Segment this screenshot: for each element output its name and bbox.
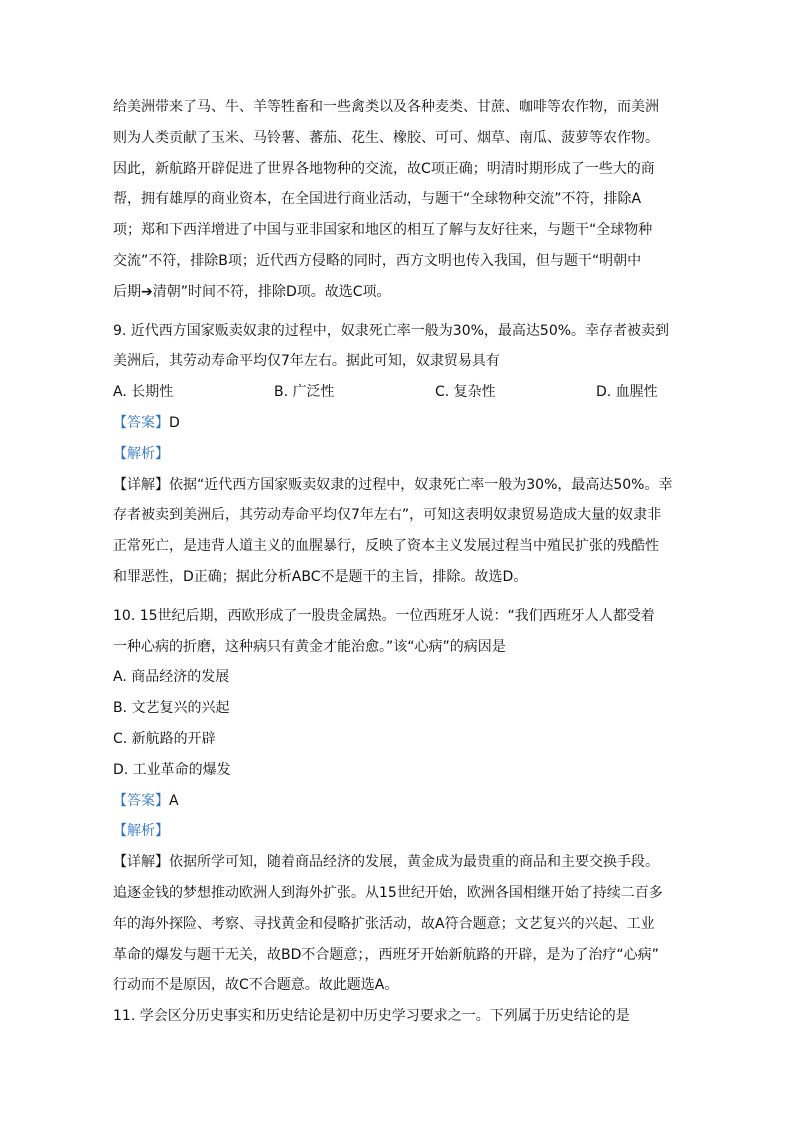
answer-line: [113, 786, 693, 817]
option-c: C. 复杂性: [435, 384, 496, 401]
analysis-label: 【解析】: [113, 445, 169, 462]
answer-label: 【答案】: [113, 414, 169, 431]
option-b: B. 文艺复兴的兴起: [113, 700, 230, 717]
analysis-label: 【解析】: [113, 823, 169, 840]
option-a: A. 商品经济的发展: [113, 669, 230, 686]
detail-line: 年的海外探险、考察、寻找黄金和侵略扩张活动，故A符合题意；文艺复兴的兴起、工业: [113, 915, 655, 932]
answer-label: 【答案】: [113, 792, 169, 809]
option-d: D. 工业革命的爆发: [113, 761, 231, 778]
detail-line: 存者被卖到美洲后，其劳动寿命平均仅7年左右”，可知这表明奴隶贸易造成大量的奴隶非: [113, 507, 662, 524]
text-line: 帮，拥有雄厚的商业资本，在全国进行商业活动，与题干“全球物种交流”不符，排除A: [113, 191, 642, 208]
question-stem: 一种心病的折磨，这种病只有黄金才能治愈。”该“心病”的病因是: [113, 638, 506, 655]
detail-line: 革命的爆发与题干无关，故BD不合题意；，西班牙开始新航路的开辟，是为了治疗“心病”: [113, 946, 659, 963]
question-stem: 美洲后，其劳动寿命平均仅7年左右。据此可知，奴隶贸易具有: [113, 353, 500, 370]
question-10: [113, 601, 693, 1001]
options-row: [113, 377, 693, 408]
answer-value: A: [169, 792, 179, 809]
text-line: 则为人类贡献了玉米、马铃薯、蕃茄、花生、橡胶、可可、烟草、南瓜、菠萝等农作物。: [113, 129, 659, 146]
answer-value: D: [169, 414, 180, 431]
detail-line: 行动而不是原因，故C不合题意。故此题选A。: [113, 977, 399, 994]
option-c: C. 新航路的开辟: [113, 730, 216, 747]
detail-line: 【详解】依据“近代西方国家贩卖奴隶的过程中，奴隶死亡率一般为30%，最高达50%。幸: [113, 476, 673, 493]
detail-line: 【详解】依据所学可知，随着商品经济的发展，黄金成为最贵重的商品和主要交换手段。: [113, 854, 659, 871]
question-stem: 11. 学会区分历史事实和历史结论是初中历史学习要求之一。下列属于历史结论的是: [113, 1008, 630, 1025]
detail-line: 和罪恶性，D正确；据此分析ABC不是题干的主旨，排除。故选D。: [113, 568, 528, 585]
text-line: 项；郑和下西洋增进了中国与亚非国家和地区的相互了解与友好往来，与题干“全球物种: [113, 222, 653, 239]
question-9: [113, 316, 693, 593]
question-stem: 10. 15世纪后期，西欧形成了一股贵金属热。一位西班牙人说：“我们西班牙人人都受着: [113, 607, 655, 624]
document-page: [113, 92, 693, 1032]
text-line: 后期➔清朝”时间不符，排除D项。故选C项。: [113, 283, 391, 300]
prev-analysis: [113, 92, 693, 308]
option-d: D. 血腥性: [596, 384, 658, 401]
text-line: 因此，新航路开辟促进了世界各地物种的交流，故C项正确；明清时期形成了一些大的商: [113, 160, 655, 177]
question-stem: 9. 近代西方国家贩卖奴隶的过程中，奴隶死亡率一般为30%，最高达50%。幸存者被卖到: [113, 322, 670, 339]
answer-line: [113, 408, 693, 439]
question-11: [113, 1001, 693, 1032]
option-b: B. 广泛性: [274, 384, 335, 401]
detail-line: 正常死亡，是违背人道主义的血腥暴行，反映了资本主义发展过程当中殖民扩张的残酷性: [113, 538, 659, 555]
detail-line: 追逐金钱的梦想推动欧洲人到海外扩张。从15世纪开始，欧洲各国相继开始了持续二百多: [113, 884, 663, 901]
text-line: 交流”不符，排除B项；近代西方侵略的同时，西方文明也传入我国，但与题干“明朝中: [113, 252, 642, 269]
option-a: A. 长期性: [113, 384, 174, 401]
text-line: 给美洲带来了马、牛、羊等牲畜和一些禽类以及各种麦类、甘蔗、咖啡等农作物，而美洲: [113, 99, 659, 115]
